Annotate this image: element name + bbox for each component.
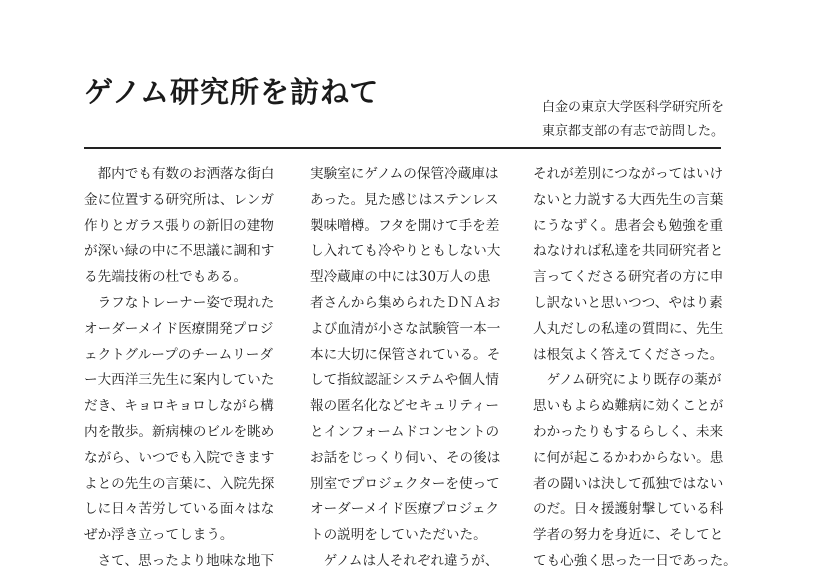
text-line: ー大西洋三先生に案内していた [84,372,275,389]
text-line: 内を散歩。新病棟のビルを眺め [84,423,275,440]
text-line: 製味噌樽。フタを開けて手を差 [310,217,500,234]
text-column-1 [84,162,275,569]
text-line: ながら、いつでも入院できます [84,449,275,466]
text-line: さて、思ったより地味な地下 [84,552,275,569]
subtitle-line: 東京都支部の有志で訪問した。 [541,124,724,139]
text-line: 報の匿名化などセキュリティー [310,398,499,415]
text-line: る先端技術の杜でもある。 [84,269,248,286]
text-line: 者さんから集められたＤＮＡお [310,294,501,311]
text-line: よとの先生の言葉に、入院先探 [84,475,275,492]
article-title: ゲノム研究所を訪ねて [84,75,380,109]
text-line: して指紋認証システムや個人情 [310,372,499,389]
text-line: 実験室にゲノムの保管冷蔵庫は [310,166,499,182]
text-line: 型冷蔵庫の中には30万人の患 [310,269,491,286]
text-line: それが差別につながってはいけ [533,166,724,182]
text-line: オーダーメイド医療プロジェク [310,501,500,518]
text-line: 都内でも有数のお洒落な街白 [84,166,275,182]
text-line: のだ。日々援護射撃している科 [533,501,724,518]
text-line: ゲノムは人それぞれ違うが、 [310,552,499,569]
text-line: ないと力説する大西先生の言葉 [533,191,724,208]
text-line: ェクトグループのチームリーダ [84,346,273,363]
text-line: しに日々苦労している面々はな [84,501,275,518]
text-line: 者の闘いは決して孤独ではない [533,475,724,492]
text-line: ラフなトレーナー姿で現れた [84,294,275,311]
text-line: ても心強く思った一日であった。 [533,552,737,569]
text-line: 本に大切に保管されている。そ [310,346,501,363]
text-line: 作りとガラス張りの新旧の建物 [84,217,274,234]
text-line: 言ってくださる研究者の方に申 [533,269,724,286]
text-line: トの説明をしていただいた。 [310,527,487,544]
text-line: 人丸だしの私達の質問に、先生 [533,320,724,337]
article-subtitle [542,96,724,144]
text-line: わかったりもするらしく、未来 [533,423,724,440]
text-line: 学者の努力を身近に、そしてと [533,527,724,544]
text-line: ねなければ私達を共同研究者と [533,243,724,260]
text-line: し訳ないと思いつつ、やはり素 [533,294,723,311]
text-line: は根気よく答えてくださった。 [533,346,724,363]
text-line: お話をじっくり伺い、その後は [310,449,501,466]
text-line: が深い緑の中に不思議に調和す [84,243,275,260]
text-line: とインフォームドコンセントの [310,423,500,440]
text-line: 思いもよらぬ難病に効くことが [533,398,724,415]
text-line: ゲノム研究により既存の薬が [533,372,722,389]
text-line: にうなずく。患者会も勉強を重 [533,217,724,234]
text-line: よび血清が小さな試験管一本一 [310,320,501,337]
text-line: オーダーメイド医療開発プロジ [84,320,274,337]
text-line: 別室でプロジェクターを使って [310,475,500,492]
text-column-2 [310,162,501,569]
text-line: だき、キョロキョロしながら構 [84,398,274,415]
text-line: に何が起こるかわからない。患 [533,449,724,466]
text-line: ぜか浮き立ってしまう。 [84,527,234,544]
text-line: あった。見た感じはステンレス [310,191,499,208]
subtitle-line: 白金の東京大学医科学研究所を [541,100,724,115]
text-line: し入れても冷やりともしない大 [310,243,501,260]
text-line: 金に位置する研究所は、レンガ [84,191,274,208]
header-rule [84,147,721,149]
text-column-3 [533,162,737,569]
